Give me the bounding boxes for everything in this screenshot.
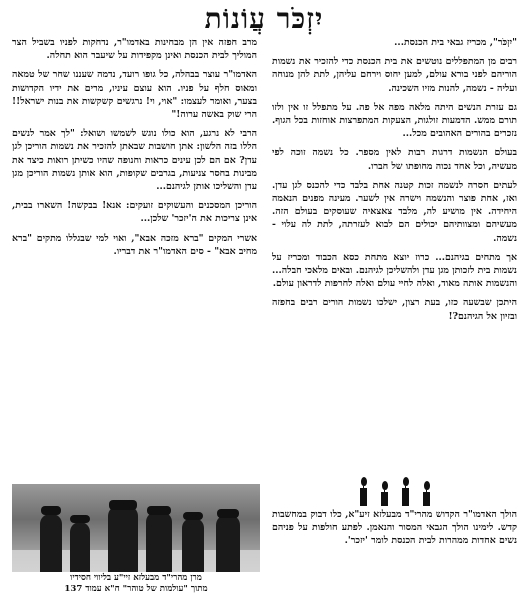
candle-icon (402, 477, 409, 506)
paragraph: האדמו"ר עוצר בבהלה, כל גופו רועד, נדמה שעננו שחר של טמאה ומאוס חלף על פניו. הוא עוצם עיניו, מרים את ידיו הקדושות בצער, ואומר לעצמו: "אוי, וי! נרגשים קשקשות את בנות ישראל!! הרי שוק באשה ערוה!" (12, 69, 257, 121)
caption-line: מתוך "עולמות של טוהר" ח"א עמוד 137 (64, 584, 208, 594)
caption-line: מרן מהרי"ד מבעלזא זיי"ע בליווי חסידיו (70, 573, 202, 583)
paragraph: הולך האדמו"ר הקדוש מהרי"ד מבעלזא זיע"א, כלו דבוק במחשבות קדש. לימינו הולך הגבאי המסור והנאמן. לפתע חולפות על פניהם נשים אחדות ממהרות לבית הכנסת לומר 'יזכר'. (272, 509, 517, 547)
paragraph: רבים מן המתפללים נוטשים את בית הכנסת כדי להזכיר את נשמות הוריהם לפני בורא עולם, למען יחוס וירחם עליהן, לתת להן מנוחה ועליה - נשמה, להנות מזיו השכינה. (272, 56, 517, 94)
candle-icon (381, 481, 388, 506)
paragraph: "יִזְכֹּר", מכריז גבאי בית הכנסת... (394, 37, 517, 48)
candle-icon (360, 477, 367, 506)
left-column-text (12, 36, 257, 481)
paragraph: הוריכן המסכנים והעשוקים זועקים: אנא! בבקשה! השארו בבית, אינן צריכות את ה'יזכר' שלכן... (12, 200, 257, 225)
paragraph: בעולם הנשמות דרגות רבות לאין מספר. כל נשמה זוכה לפי מעשיה, וכל אחד נכוה מחופתו של חברו. (272, 147, 517, 172)
paragraph: אשרי המקים "ברא מזכה אבא", ואוי למי שבגללו מתקים "ברא מחיב אבא" - סים האדמו"ר את דבריו. (12, 232, 257, 257)
paragraph: מרב חפזה אין הן מבחינות באדמו"ר, נדחקות לפניו בשביל הצר המוליך לבית הכנסת ואינן מקפידות על שיעבר הוא תחלה. (12, 37, 257, 62)
photo-caption (12, 573, 260, 595)
paragraph: היתכן שבשעה כזו, בעת רצון, ישלכו נשמות הורים רבים בחפזה ובזיון אל הגיהנם?! (272, 297, 517, 322)
candles-illustration (300, 472, 490, 506)
candle-icon (423, 481, 430, 506)
paragraph: הרבי לא נרגע, הוא כולו נוגש לשמשו ושואל: "לך אמר לנשים הללו בזה הלשון: אתן חושבות שבאתן להזכיר את נשמות הוריכן לגן עדן? אם הם לכן עינים כראות וחנופה שהיו כשיתן רואות כיצד את מבינות בחסר צניעות, בגרבים שקופות, הוא אותן נשמות הוריכן מגן עדן והשליכו אותן לגיהנם... (12, 128, 257, 193)
page-title: יִזְכֹּר עֲוֹנוֹת (204, 2, 324, 35)
historical-photo (12, 484, 260, 572)
right-column-bottom-text (272, 508, 517, 596)
paragraph: גם עזרת הנשים היתה מלאה מפה אל פה. על מתפלל זו אין ולזו תורם ממש. הדמעות זולגות, הצעקות המתפרצות אוחזות בכל הגוף. נזכרים בהורים האהובים מכל... (272, 101, 517, 140)
paragraph: אך מתחים בגיהנם... כרוז יוצא מתחת כסא הכבוד ומכריז על נשמות בית לזכותן מגן עדן ולהשליכן לגיהנם. ובאים מלאכי חבלה... והנשמות אותה מאוד, ואלה לחיי עולם ואלה לחרפות לדראון עולם. (272, 251, 517, 290)
right-column-text (272, 36, 517, 472)
paragraph: לעתים חסרה לנשמה זכות קטנה אחת בלבד כדי להכנס לגן עדן. ואז, אחת פוצר והנשמה וישרה אין לשער. מעינה מפנים הנאמה היחידה. אין מושיע לה, מלבד צאצאיה שעוסקים בעולם הזה. מעשיהם ומצוותיהם יכולים הם לבוא לעזרתה, לתת לה עלוי - נשמה. (272, 179, 517, 244)
